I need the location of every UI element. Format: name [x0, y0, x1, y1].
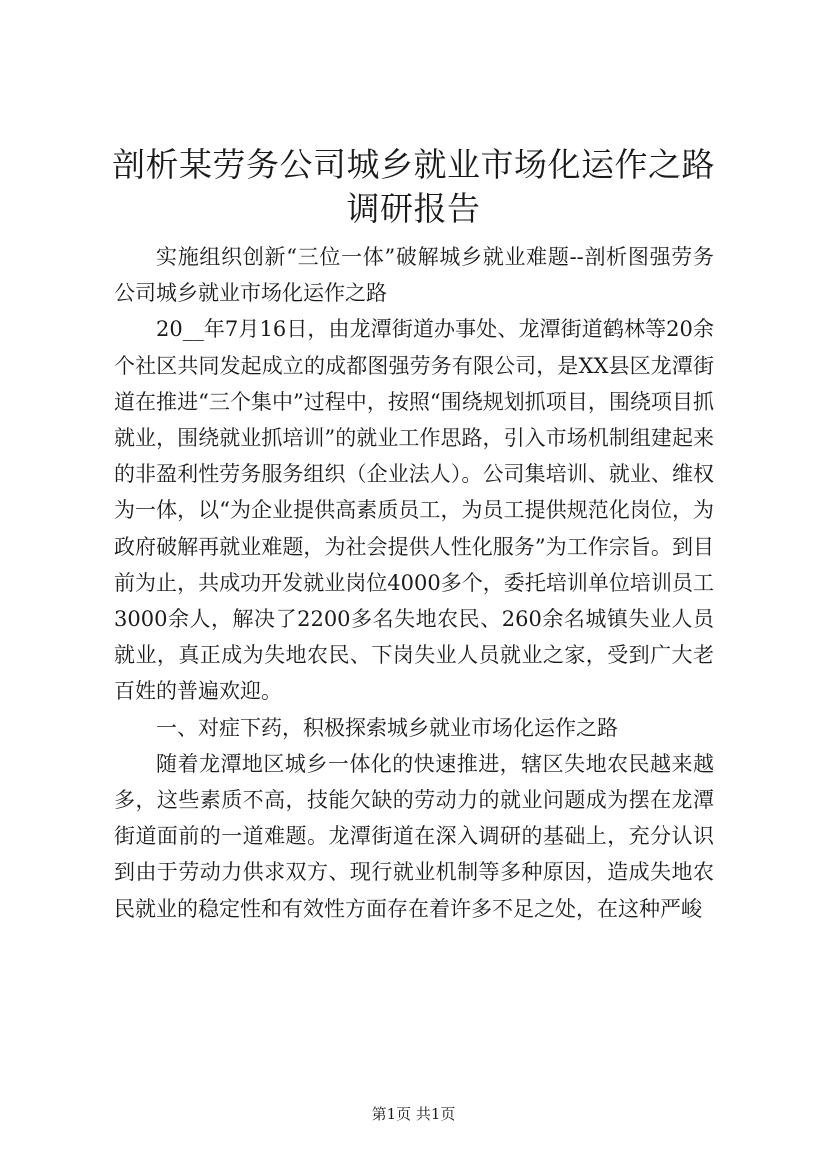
- section-heading: 一、对症下药，积极探索城乡就业市场化运作之路: [156, 715, 618, 740]
- document-body: [114, 239, 714, 927]
- page-footer: 第1页 共1页: [371, 1105, 456, 1123]
- paragraph-section-body: 随着龙潭地区城乡一体化的快速推进，辖区失地农民越来越多，这些素质不高，技能欠缺的劳动力的就业问题成为摆在龙潭街道面前的一道难题。龙潭街道在深入调研的基础上，充分认识到由于劳动力供求双方、现行就业机制等多种原因，造成失地农民就业的稳定性和有效性方面存在着许多不足之处，在这种严峻: [114, 751, 714, 921]
- document-title: 剖析某劳务公司城乡就业市场化运作之路调研报告: [112, 145, 715, 228]
- paragraph-intro: 20__年7月16日，由龙潭街道办事处、龙潭街道鹤林等20余个社区共同发起成立的成都图强劳务有限公司，是XX县区龙潭街道在推进“三个集中”过程中，按照“围绕规划抓项目，围绕项目抓就业，围绕就业抓培训”的就业工作思路，引入市场机制组建起来的非盈利性劳务服务组织（企业法人）。公司集培训、就业、维权为一体，以“为企业提供高素质员工，为员工提供规范化岗位，为政府破解再就业难题，为社会提供人性化服务”为工作宗旨。到目前为止，共成功开发就业岗位4000多个，委托培训单位培训员工3000余人，解决了2200多名失地农民、260余名城镇失业人员就业，真正成为失地农民、下岗失业人员就业之家，受到广大老百姓的普遍欢迎。: [114, 317, 714, 704]
- paragraph-subtitle: 实施组织创新“三位一体”破解城乡就业难题--剖析图强劳务公司城乡就业市场化运作之路: [114, 245, 714, 306]
